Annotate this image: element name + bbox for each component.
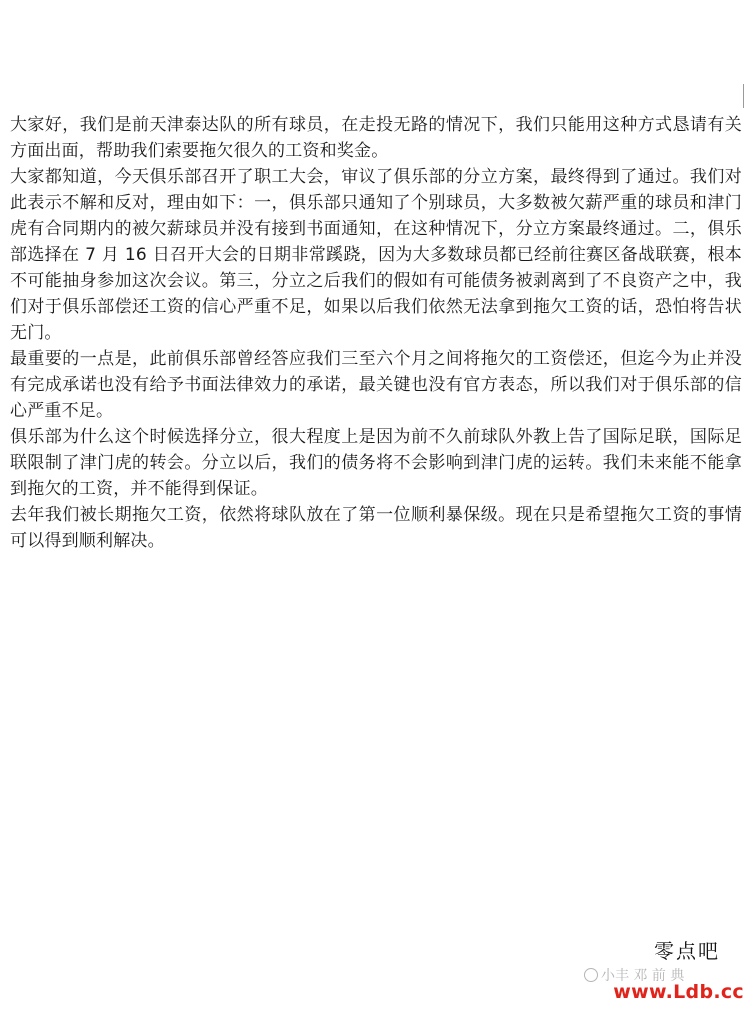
watermark-title: 零点吧 — [654, 939, 720, 963]
watermark-url: www.Ldb.cc — [613, 981, 744, 1003]
watermark — [584, 935, 744, 1003]
text-cursor — [743, 84, 744, 108]
watermark-weibo-text: 小丰 邓 前 典 — [601, 968, 685, 984]
paragraph-closing: 去年我们被长期拖欠工资，依然将球队放在了第一位顺利暴保级。现在只是希望拖欠工资的事情可以得到顺利解决。 — [10, 505, 742, 551]
paragraph-promise: 最重要的一点是，此前俱乐部曾经答应我们三至六个月之间将拖欠的工资偿还，但迄今为止并没有完成承诺也没有给予书面法律效力的承诺，最关键也没有官方表态，所以我们对于俱乐部的信心严重不足。 — [10, 349, 742, 421]
document-body — [10, 112, 742, 554]
paragraph-greeting: 大家好，我们是前天津泰达队的所有球员，在走投无路的情况下，我们只能用这种方式恳请有关方面出面，帮助我们索要拖欠很久的工资和奖金。 — [10, 115, 742, 161]
paragraph-split-motive: 俱乐部为什么这个时候选择分立，很大程度上是因为前不久前球队外教上告了国际足联，国际足联限制了津门虎的转会。分立以后，我们的债务将不会影响到津门虎的运转。我们未来能不能拿到拖欠的工资，并不能得到保证。 — [10, 427, 742, 499]
paragraph-reasons: 大家都知道，今天俱乐部召开了职工大会，审议了俱乐部的分立方案，最终得到了通过。我们对此表示不解和反对，理由如下：一，俱乐部只通知了个别球员，大多数被欠薪严重的球员和津门虎有合同期内的被欠薪球员并没有接到书面通知，在这种情况下，分立方案最终通过。二，俱乐部选择在 7 月 16 日召开大会的日期非常蹊跷，因为大多数球员都已经前往赛区备战联赛，根本不可能抽身参加这次会议。第三，分立之后我们的假如有可能债务被剥离到了不良资产之中，我们对于俱乐部偿还工资的信心严重不足，如果以后我们依然无法拿到拖欠工资的话，恐怕将告状无门。 — [10, 167, 742, 343]
weibo-icon — [584, 968, 598, 982]
